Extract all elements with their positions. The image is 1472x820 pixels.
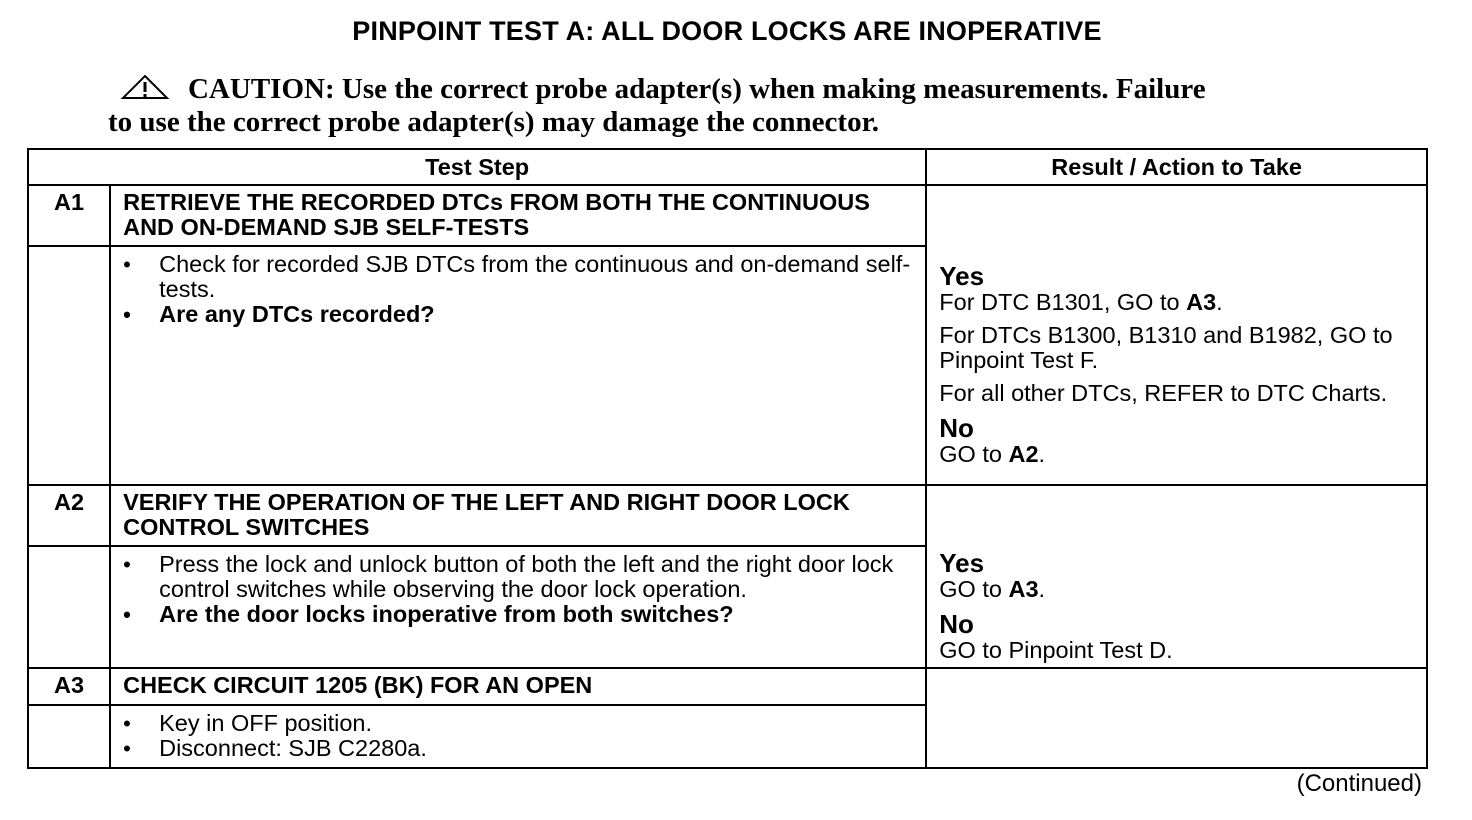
result-action: GO to A2.: [939, 440, 1046, 467]
step-body: [110, 546, 926, 668]
table-header-row: [28, 149, 1427, 185]
step-instruction: • Check for recorded SJB DTCs from the continuous and on-demand self-tests.: [123, 252, 915, 302]
step-title: RETRIEVE THE RECORDED DTCs FROM BOTH THE CONTINUOUS AND ON-DEMAND SJB SELF-TESTS: [110, 185, 926, 246]
step-title-row: [28, 185, 1427, 246]
result-no-label: No: [939, 608, 974, 639]
result-cell-empty: [926, 668, 1427, 768]
result-action: For DTC B1301, GO to A3.: [939, 288, 1223, 315]
step-id: A1: [28, 185, 110, 246]
step-id-blank: [28, 705, 110, 768]
result-action: For DTCs B1300, B1310 and B1982, GO to Pinpoint Test F.: [939, 321, 1393, 373]
step-body: [110, 705, 926, 768]
result-action: GO to A3.: [939, 575, 1046, 602]
header-result-action: Result / Action to Take: [926, 149, 1427, 185]
caution-label: CAUTION:: [188, 73, 335, 105]
step-title-row: [28, 485, 1427, 546]
step-instruction: • Key in OFF position.: [123, 711, 915, 736]
step-id-blank: [28, 246, 110, 485]
caution-line1: Use the correct probe adapter(s) when making measurements. Failure: [341, 73, 1206, 105]
header-test-step: Test Step: [28, 149, 926, 185]
result-cell: [926, 185, 1427, 485]
step-question: • Are the door locks inoperative from both switches?: [123, 602, 915, 627]
result-yes-label: Yes: [939, 260, 985, 291]
caution-notice: [108, 74, 1338, 138]
step-title-row: [28, 668, 1427, 705]
result-no-label: No: [939, 412, 974, 443]
step-id: A2: [28, 485, 110, 546]
result-action: For all other DTCs, REFER to DTC Charts.: [939, 379, 1388, 406]
step-title: CHECK CIRCUIT 1205 (BK) FOR AN OPEN: [110, 668, 926, 705]
caution-line2: to use the correct probe adapter(s) may damage the connector.: [108, 106, 880, 138]
step-id-blank: [28, 546, 110, 668]
continued-note: (Continued): [1296, 770, 1422, 797]
step-title: VERIFY THE OPERATION OF THE LEFT AND RIGHT DOOR LOCK CONTROL SWITCHES: [110, 485, 926, 546]
test-step-table: [27, 148, 1428, 769]
step-question: • Are any DTCs recorded?: [123, 302, 915, 327]
step-body: [110, 246, 926, 485]
warning-triangle-icon: [120, 74, 170, 107]
step-instruction: • Disconnect: SJB C2280a.: [123, 736, 915, 761]
result-cell: [926, 485, 1427, 668]
result-yes-label: Yes: [939, 547, 985, 578]
step-id: A3: [28, 668, 110, 705]
result-action: GO to Pinpoint Test D.: [939, 636, 1173, 663]
step-instruction: • Press the lock and unlock button of both the left and the right door lock control switches while observing the door lock operation.: [123, 552, 915, 602]
page-title: PINPOINT TEST A: ALL DOOR LOCKS ARE INOPERATIVE: [352, 16, 1102, 46]
